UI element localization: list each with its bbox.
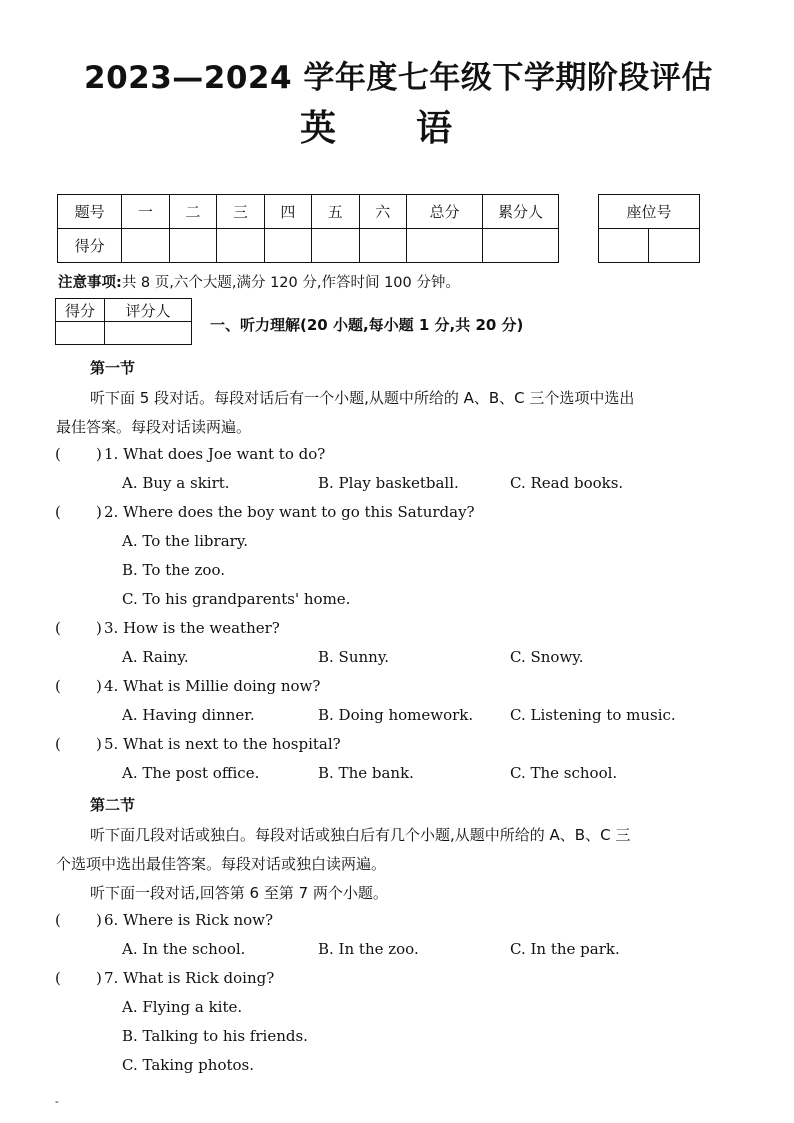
answer-paren-close: ) [96, 969, 102, 987]
notice [58, 271, 460, 292]
score-cell-accumulator: 累分人 [482, 195, 558, 229]
score-table-score-row [58, 229, 559, 263]
section2-heading: 第二节 [90, 796, 136, 814]
score-cell-label: 题号 [58, 195, 122, 229]
section2-sub-instruction: 听下面一段对话,回答第 6 至第 7 两个小题。 [90, 884, 388, 902]
answer-paren-close: ) [96, 735, 102, 753]
answer-paren-open: ( [55, 619, 61, 637]
part1-title: 一、听力理解(20 小题,每小题 1 分,共 20 分) [210, 316, 524, 334]
q2-option-b: B. To the zoo. [122, 561, 226, 579]
answer-paren-open: ( [55, 503, 61, 521]
section2-instruction-2: 个选项中选出最佳答案。每段对话或独白读两遍。 [56, 855, 387, 873]
question-2: 2. Where does the boy want to go this Saturday? [104, 503, 475, 521]
q3-option-c: C. Snowy. [510, 648, 584, 666]
score-input-cell[interactable] [217, 229, 264, 263]
seat-input-cell[interactable] [599, 229, 649, 263]
answer-paren-close: ) [96, 445, 102, 463]
answer-paren-open: ( [55, 911, 61, 929]
q7-option-a: A. Flying a kite. [122, 998, 243, 1016]
grader-name-label: 评分人 [105, 299, 192, 322]
score-input-cell[interactable] [407, 229, 483, 263]
q2-option-c: C. To his grandparents' home. [122, 590, 351, 608]
score-cell-5: 五 [312, 195, 359, 229]
score-cell-total: 总分 [407, 195, 483, 229]
grader-score-cell[interactable] [56, 322, 105, 345]
answer-paren-close: ) [96, 503, 102, 521]
q4-option-c: C. Listening to music. [510, 706, 676, 724]
question-4: 4. What is Millie doing now? [104, 677, 321, 695]
answer-paren-close: ) [96, 677, 102, 695]
notice-text: 共 8 页,六个大题,满分 120 分,作答时间 100 分钟。 [121, 275, 460, 291]
answer-paren-open: ( [55, 969, 61, 987]
score-input-cell[interactable] [359, 229, 406, 263]
exam-title: 2023—2024 学年度七年级下学期阶段评估 [84, 60, 713, 96]
score-cell-3: 三 [217, 195, 264, 229]
score-cell-2: 二 [169, 195, 216, 229]
section2-instruction-1: 听下面几段对话或独白。每段对话或独白后有几个小题,从题中所给的 A、B、C 三 [90, 826, 631, 844]
score-input-cell[interactable] [122, 229, 169, 263]
question-3: 3. How is the weather? [104, 619, 280, 637]
q1-option-c: C. Read books. [510, 474, 624, 492]
q1-option-a: A. Buy a skirt. [122, 474, 230, 492]
q1-option-b: B. Play basketball. [318, 474, 459, 492]
score-input-cell[interactable] [312, 229, 359, 263]
q3-option-a: A. Rainy. [122, 648, 189, 666]
score-table-header-row [58, 195, 559, 229]
score-input-cell[interactable] [169, 229, 216, 263]
seat-label: 座位号 [599, 195, 700, 229]
seat-table [598, 194, 700, 263]
score-input-cell[interactable] [482, 229, 558, 263]
question-5: 5. What is next to the hospital? [104, 735, 341, 753]
score-cell-1: 一 [122, 195, 169, 229]
q4-option-a: A. Having dinner. [122, 706, 255, 724]
grader-score-label: 得分 [56, 299, 105, 322]
q5-option-a: A. The post office. [122, 764, 260, 782]
q4-option-b: B. Doing homework. [318, 706, 474, 724]
notice-label: 注意事项: [58, 275, 122, 291]
answer-paren-open: ( [55, 677, 61, 695]
q6-option-b: B. In the zoo. [318, 940, 419, 958]
q7-option-c: C. Taking photos. [122, 1056, 254, 1074]
answer-paren-open: ( [55, 445, 61, 463]
answer-paren-open: ( [55, 735, 61, 753]
q5-option-c: C. The school. [510, 764, 618, 782]
q6-option-c: C. In the park. [510, 940, 620, 958]
section1-instruction-2: 最佳答案。每段对话读两遍。 [56, 418, 252, 436]
q2-option-a: A. To the library. [122, 532, 249, 550]
question-1: 1. What does Joe want to do? [104, 445, 326, 463]
answer-paren-close: ) [96, 619, 102, 637]
subject-title: 英语 [300, 108, 533, 149]
score-cell-4: 四 [264, 195, 311, 229]
score-input-cell[interactable] [264, 229, 311, 263]
section1-instruction-1: 听下面 5 段对话。每段对话后有一个小题,从题中所给的 A、B、C 三个选项中选出 [90, 389, 635, 407]
question-7: 7. What is Rick doing? [104, 969, 275, 987]
score-table [57, 194, 559, 263]
footer-mark: - [55, 1095, 59, 1108]
score-row-label: 得分 [58, 229, 122, 263]
answer-paren-close: ) [96, 911, 102, 929]
question-6: 6. Where is Rick now? [104, 911, 274, 929]
grader-table [55, 298, 192, 345]
q6-option-a: A. In the school. [122, 940, 246, 958]
grader-name-cell[interactable] [105, 322, 192, 345]
score-cell-6: 六 [359, 195, 406, 229]
q3-option-b: B. Sunny. [318, 648, 390, 666]
seat-input-cell[interactable] [649, 229, 700, 263]
q5-option-b: B. The bank. [318, 764, 414, 782]
section1-heading: 第一节 [90, 359, 136, 377]
q7-option-b: B. Talking to his friends. [122, 1027, 308, 1045]
